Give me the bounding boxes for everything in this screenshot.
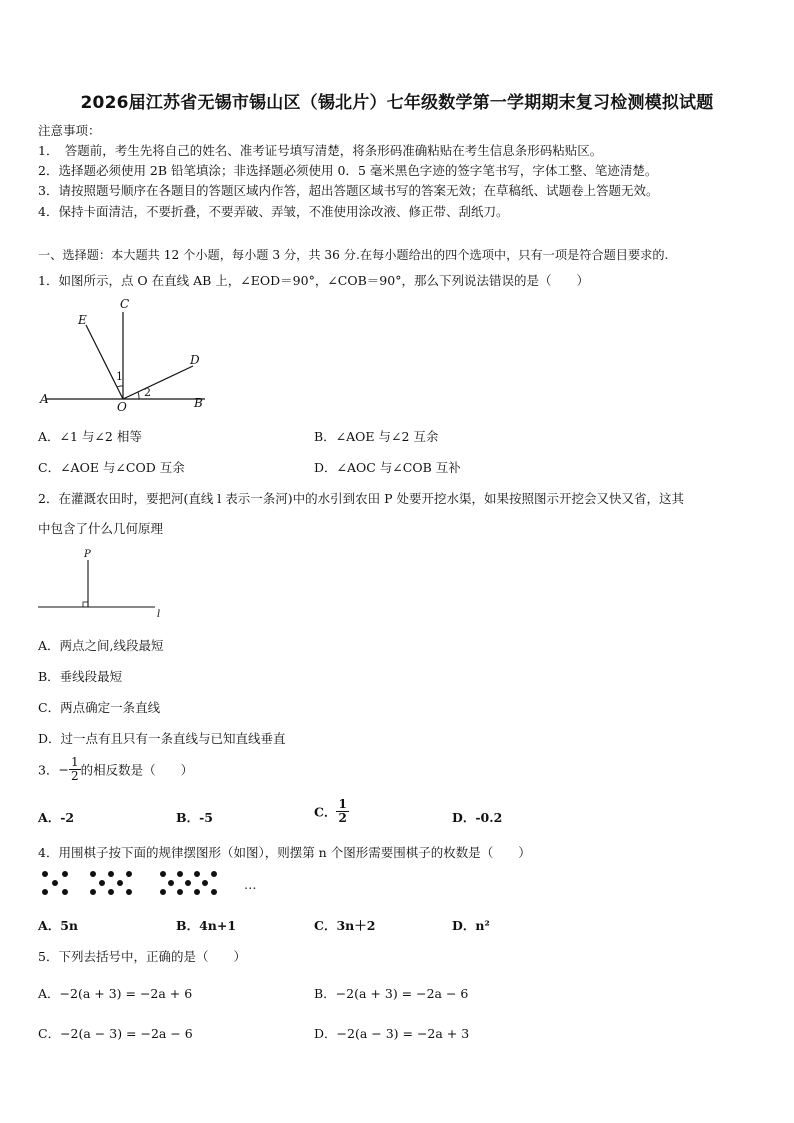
label-p: P <box>84 549 91 560</box>
go-stone <box>126 889 132 895</box>
q4-option-b: B．4n+1 <box>176 918 237 933</box>
ray-oe <box>86 325 123 399</box>
q5-option-d <box>314 1024 469 1042</box>
q1-stem: 1．如图所示，点 O 在直线 AB 上，∠EOD＝90°，∠COB＝90°，那么下列说法错误的是（ ） <box>38 273 589 288</box>
q3-option-d: D．-0.2 <box>452 810 503 825</box>
q4-stem: 4．用围棋子按下面的规律摆图形（如图），则摆第 n 个图形需要围棋子的枚数是（ ） <box>38 845 531 860</box>
ray-od <box>123 366 193 399</box>
q4-ellipsis: … <box>244 877 257 892</box>
q2-stem-line2: 中包含了什么几何原理 <box>38 521 164 536</box>
go-stone <box>202 880 208 886</box>
q5-option-a-label: A． <box>38 986 60 1001</box>
notice-item: 3．请按照题号顺序在各题目的答题区域内作答，超出答题区域书写的答案无效；在草稿纸、试题卷上答题无效。 <box>38 183 659 198</box>
q3-prefix: 3． <box>38 762 59 778</box>
go-stone <box>90 871 96 877</box>
q5-option-d-label: D． <box>314 1026 337 1041</box>
q4-option-d: D．n² <box>452 918 490 933</box>
q4-option-c: C．3n＋2 <box>314 918 376 933</box>
go-stone <box>42 871 48 877</box>
q3-suffix: 的相反数是（ ） <box>80 762 194 778</box>
q3-fraction <box>69 756 81 783</box>
q5-option-b-label: B． <box>314 986 336 1001</box>
label-angle-1: 1 <box>116 370 123 383</box>
q2-option-b: B．垂线段最短 <box>38 669 123 684</box>
q1-option-a: A．∠1 与∠2 相等 <box>38 429 142 444</box>
q2-option-d: D．过一点有且只有一条直线与已知直线垂直 <box>38 731 286 746</box>
q5-option-d-expr: −2(a − 3) = −2a + 3 <box>336 1026 470 1041</box>
go-stone <box>160 889 166 895</box>
go-stone <box>108 871 114 877</box>
label-o: O <box>117 400 127 414</box>
go-stone <box>211 889 217 895</box>
q1-option-c: C．∠AOE 与∠COD 互余 <box>38 460 185 475</box>
go-stone <box>194 889 200 895</box>
q5-option-c-label: C． <box>38 1026 61 1041</box>
label-c: C <box>120 297 130 311</box>
notice-item: 1． 答题前，考生先将自己的姓名、准考证号填写清楚，将条形码准确粘贴在考生信息条形码粘贴区。 <box>38 143 603 158</box>
go-stone <box>42 889 48 895</box>
q1-option-b: B．∠AOE 与∠2 互余 <box>314 429 439 444</box>
notice-item: 4．保持卡面清洁，不要折叠，不要弄破、弄皱，不准使用涂改液、修正带、刮纸刀。 <box>38 204 509 219</box>
q3-option-a: A．-2 <box>38 810 75 825</box>
q2-option-c: C．两点确定一条直线 <box>38 700 161 715</box>
label-d: D <box>190 353 200 367</box>
go-stone <box>177 889 183 895</box>
q1-figure <box>30 292 220 417</box>
q5-option-c-expr: −2(a − 3) = −2a − 6 <box>60 1026 193 1041</box>
label-b: B <box>194 396 203 410</box>
go-stone <box>108 889 114 895</box>
q5-option-b <box>314 984 468 1002</box>
go-stone <box>160 871 166 877</box>
go-stone <box>211 871 217 877</box>
label-e: E <box>78 313 87 327</box>
go-stone <box>62 889 68 895</box>
q2-figure <box>30 545 180 625</box>
q5-option-b-expr: −2(a + 3) = −2a − 6 <box>335 986 469 1001</box>
label-angle-2: 2 <box>144 386 151 399</box>
q3-frac-den: 2 <box>70 769 79 783</box>
q3-option-c-den: 2 <box>338 811 347 825</box>
go-stone <box>194 871 200 877</box>
notice-heading: 注意事项： <box>38 123 101 138</box>
section-heading: 一、选择题：本大题共 12 个小题，每小题 3 分，共 36 分.在每小题给出的四个选项中，只有一项是符合题目要求的. <box>38 248 669 262</box>
go-stone <box>90 889 96 895</box>
right-angle-mark <box>83 602 88 607</box>
go-stone <box>52 880 58 886</box>
label-l: l <box>157 609 161 620</box>
q3-frac-num: 1 <box>70 755 79 769</box>
q5-stem: 5．下列去括号中，正确的是（ ） <box>38 949 246 964</box>
q3-option-c <box>314 798 349 825</box>
q5-option-a-expr: −2(a + 3) = −2a + 6 <box>59 986 193 1001</box>
go-stone <box>62 871 68 877</box>
q3-stem <box>38 756 193 783</box>
q3-minus: − <box>58 762 69 777</box>
go-stone <box>177 871 183 877</box>
q4-option-a: A．5n <box>38 918 78 933</box>
q5-option-a <box>38 984 192 1002</box>
label-a: A <box>40 392 49 406</box>
q3-option-b: B．-5 <box>176 810 213 825</box>
q2-option-a: A．两点之间,线段最短 <box>38 638 164 653</box>
q4-pattern <box>40 869 260 899</box>
q5-option-c <box>38 1024 193 1042</box>
go-stone <box>168 880 174 886</box>
q3-option-c-fraction <box>336 798 348 825</box>
q3-option-c-label: C． <box>314 804 337 820</box>
q2-stem-line1: 2．在灌溉农田时，要把河(直线 l 表示一条河)中的水引到农田 P 处要开挖水渠，如果按照图示开挖会又快又省，这其 <box>38 491 685 506</box>
go-stone <box>99 880 105 886</box>
notice-item: 2．选择题必须使用 2B 铅笔填涂；非选择题必须使用 0．5 毫米黑色字迹的签字笔书写，字体工整、笔迹清楚。 <box>38 163 658 178</box>
q1-option-d: D．∠AOC 与∠COB 互补 <box>314 460 461 475</box>
go-stone <box>185 880 191 886</box>
go-stone <box>126 871 132 877</box>
page-title: 2026届江苏省无锡市锡山区（锡北片）七年级数学第一学期期末复习检测模拟试题 <box>80 93 714 113</box>
go-stone <box>117 880 123 886</box>
q3-option-c-num: 1 <box>338 797 347 811</box>
